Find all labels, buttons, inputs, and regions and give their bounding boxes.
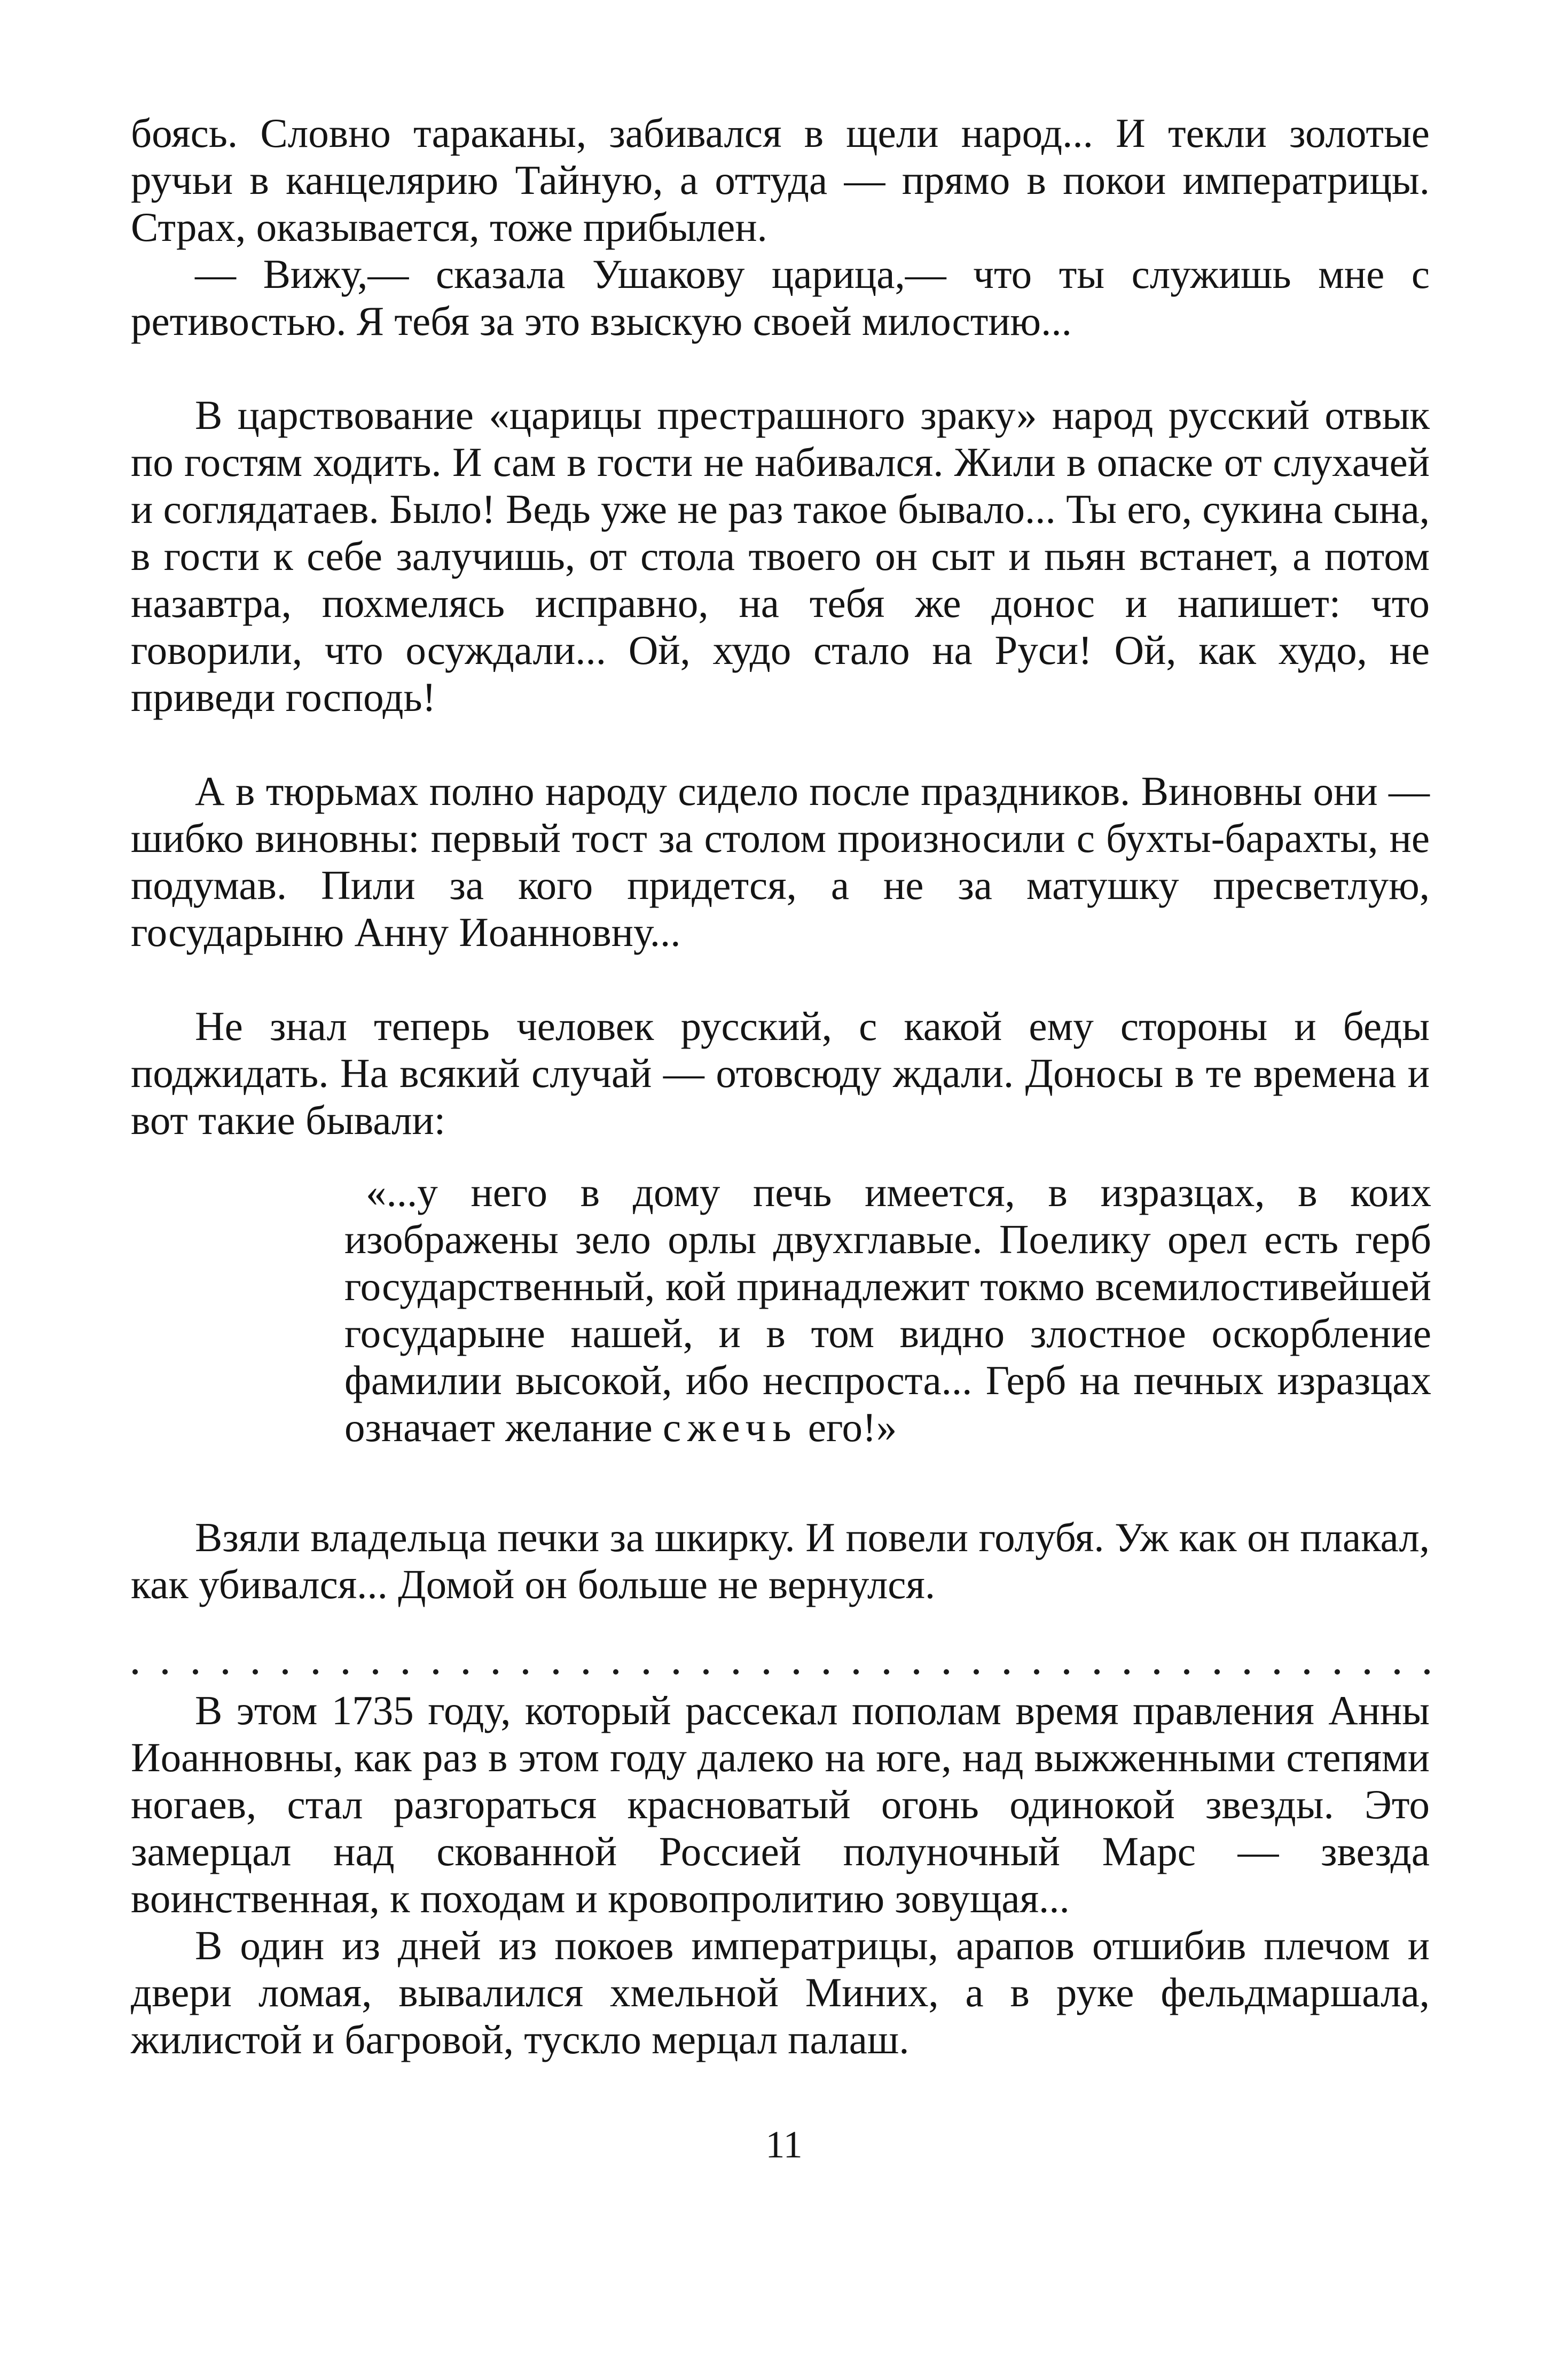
quote-spaced-word: сжечь (663, 1404, 798, 1450)
quote-main-text: «...у него в дому печь имеется, в изразцах, в коих изображены зело орлы двухглавые. Поелику орел есть герб государственный, кой принадлежит токмо всемилостивейшей государыне нашей, и в том видно злостное оскорбление фамилии высокой, ибо неспроста... Герб на печных изразцах означает желание (344, 1169, 1431, 1450)
paragraph-3: В царствование «царицы престрашного зраку» народ русский отвык по гостям ходить. И сам в гости не набивался. Жили в опаске от слухачей и соглядатаев. Было! Ведь уже не раз такое бывало... Ты его, сукина сына, в гости к себе залучишь, от стола твоего он сыт и пьян встанет, а потом назавтра, похмелясь исправно, на тебя же донос и напишет: что говорили, что осуждали... Ой, худо стало на Руси! Ой, как худо, не приведи господь! (131, 392, 1430, 720)
quoted-denunciation (344, 1169, 1431, 1451)
paragraph-7: В этом 1735 году, который рассекал пополам время правления Анны Иоанновны, как раз в этом году далеко на юге, над выжженными степями ногаев, стал разгораться красноватый огонь одинокой звезды. Это замерцал над скованной Россией полуночный Марс — звезда воинственная, к походам и кровопролитию зовущая... (131, 1687, 1430, 1921)
paragraph-1: боясь. Словно тараканы, забивался в щели народ... И текли золотые ручьи в канцелярию Тайную, а оттуда — прямо в покои императрицы. Страх, оказывается, тоже прибылен. (131, 110, 1430, 250)
paragraph-4: А в тюрьмах полно народу сидело после праздников. Виновны они — шибко виновны: первый тост за столом произносили с бухты-барахты, не подумав. Пили за кого придется, а не за матушку пресветлую, государыню Анну Иоанновну... (131, 768, 1430, 955)
dotted-separator (132, 1668, 1430, 1676)
paragraph-6: Взяли владельца печки за шкирку. И повели голубя. Уж как он плакал, как убивался... Домой он больше не вернулся. (131, 1514, 1430, 1607)
page-number: 11 (765, 2123, 803, 2166)
paragraph-2-dialogue: — Вижу,— сказала Ушакову царица,— что ты служишь мне с ретивостью. Я тебя за это взыскую своей милостию... (131, 251, 1430, 344)
paragraph-5: Не знал теперь человек русский, с какой ему стороны и беды поджидать. На всякий случай — отовсюду ждали. Доносы в те времена и вот такие бывали: (131, 1003, 1430, 1143)
quote-end-text: его!» (807, 1404, 897, 1450)
paragraph-8: В один из дней из покоев императрицы, арапов отшибив плечом и двери ломая, вывалился хмельной Миних, а в руке фельдмаршала, жилистой и багровой, тускло мерцал палаш. (131, 1922, 1430, 2062)
